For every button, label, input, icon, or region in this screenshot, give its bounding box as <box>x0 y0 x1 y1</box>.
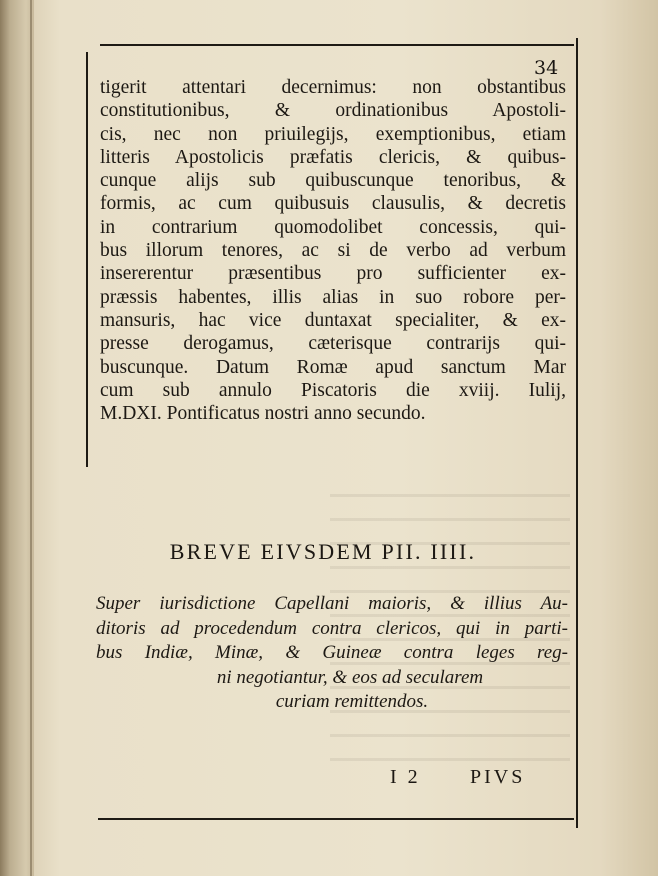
body-line: in contrarium quomodolibet concessis, qui- <box>100 216 566 238</box>
frame-rule-left <box>86 52 88 467</box>
gutter-shadow <box>30 0 32 876</box>
signature-mark: I 2 <box>390 766 421 788</box>
body-line: cunque alijs sub quibuscunque tenoribus, & <box>100 170 566 192</box>
summary-line: bus Indiæ, Minæ, & Guineæ contra leges reg- <box>96 642 568 663</box>
frame-rule-right <box>576 38 578 828</box>
summary-text <box>96 592 568 715</box>
body-line: formis, ac cum quibusuis clausulis, & decretis <box>100 193 566 215</box>
body-line: cum sub annulo Piscatoris die xviij. Iulij, <box>100 379 566 401</box>
body-line: litteris Apostolicis præfatis clericis, & quibus- <box>100 146 566 168</box>
body-text <box>100 76 566 425</box>
body-line: insererentur præsentibus pro sufficienter ex- <box>100 263 566 285</box>
frame-rule-bottom <box>98 818 574 820</box>
body-line: præssis habentes, illis alias in suo robore per- <box>100 286 566 308</box>
summary-line: ditoris ad procedendum contra clericos, qui in parti- <box>96 617 568 639</box>
body-line: tigerit attentari decernimus: non obstantibus <box>100 77 566 98</box>
body-line: mansuris, hac vice duntaxat specialiter, & ex- <box>100 309 566 331</box>
page-number: 34 <box>534 57 559 79</box>
section-heading: BREVE EIVSDEM PII. IIII. <box>169 539 477 564</box>
summary-line: Super iurisdictione Capellani maioris, & illius Au- <box>96 593 568 614</box>
body-line: bus illorum tenores, ac si de verbo ad verbum <box>100 240 566 262</box>
summary-line: ni negotiantur, & eos ad secularem <box>216 666 484 688</box>
body-line: buscunque. Datum Romæ apud sanctum Mar <box>100 356 566 378</box>
body-line: constitutionibus, & ordinationibus Apostoli- <box>100 100 566 122</box>
catchword: PIVS <box>470 766 526 788</box>
summary-line: curiam remittendos. <box>275 691 429 712</box>
body-line: presse derogamus, cæterisque contrarijs qui- <box>100 333 566 355</box>
frame-rule-top <box>100 44 574 46</box>
body-line: M.DXI. Pontificatus nostri anno secundo. <box>100 403 426 425</box>
book-gutter <box>0 0 34 876</box>
body-line: cis, nec non priuilegijs, exemptionibus, etiam <box>100 123 566 145</box>
